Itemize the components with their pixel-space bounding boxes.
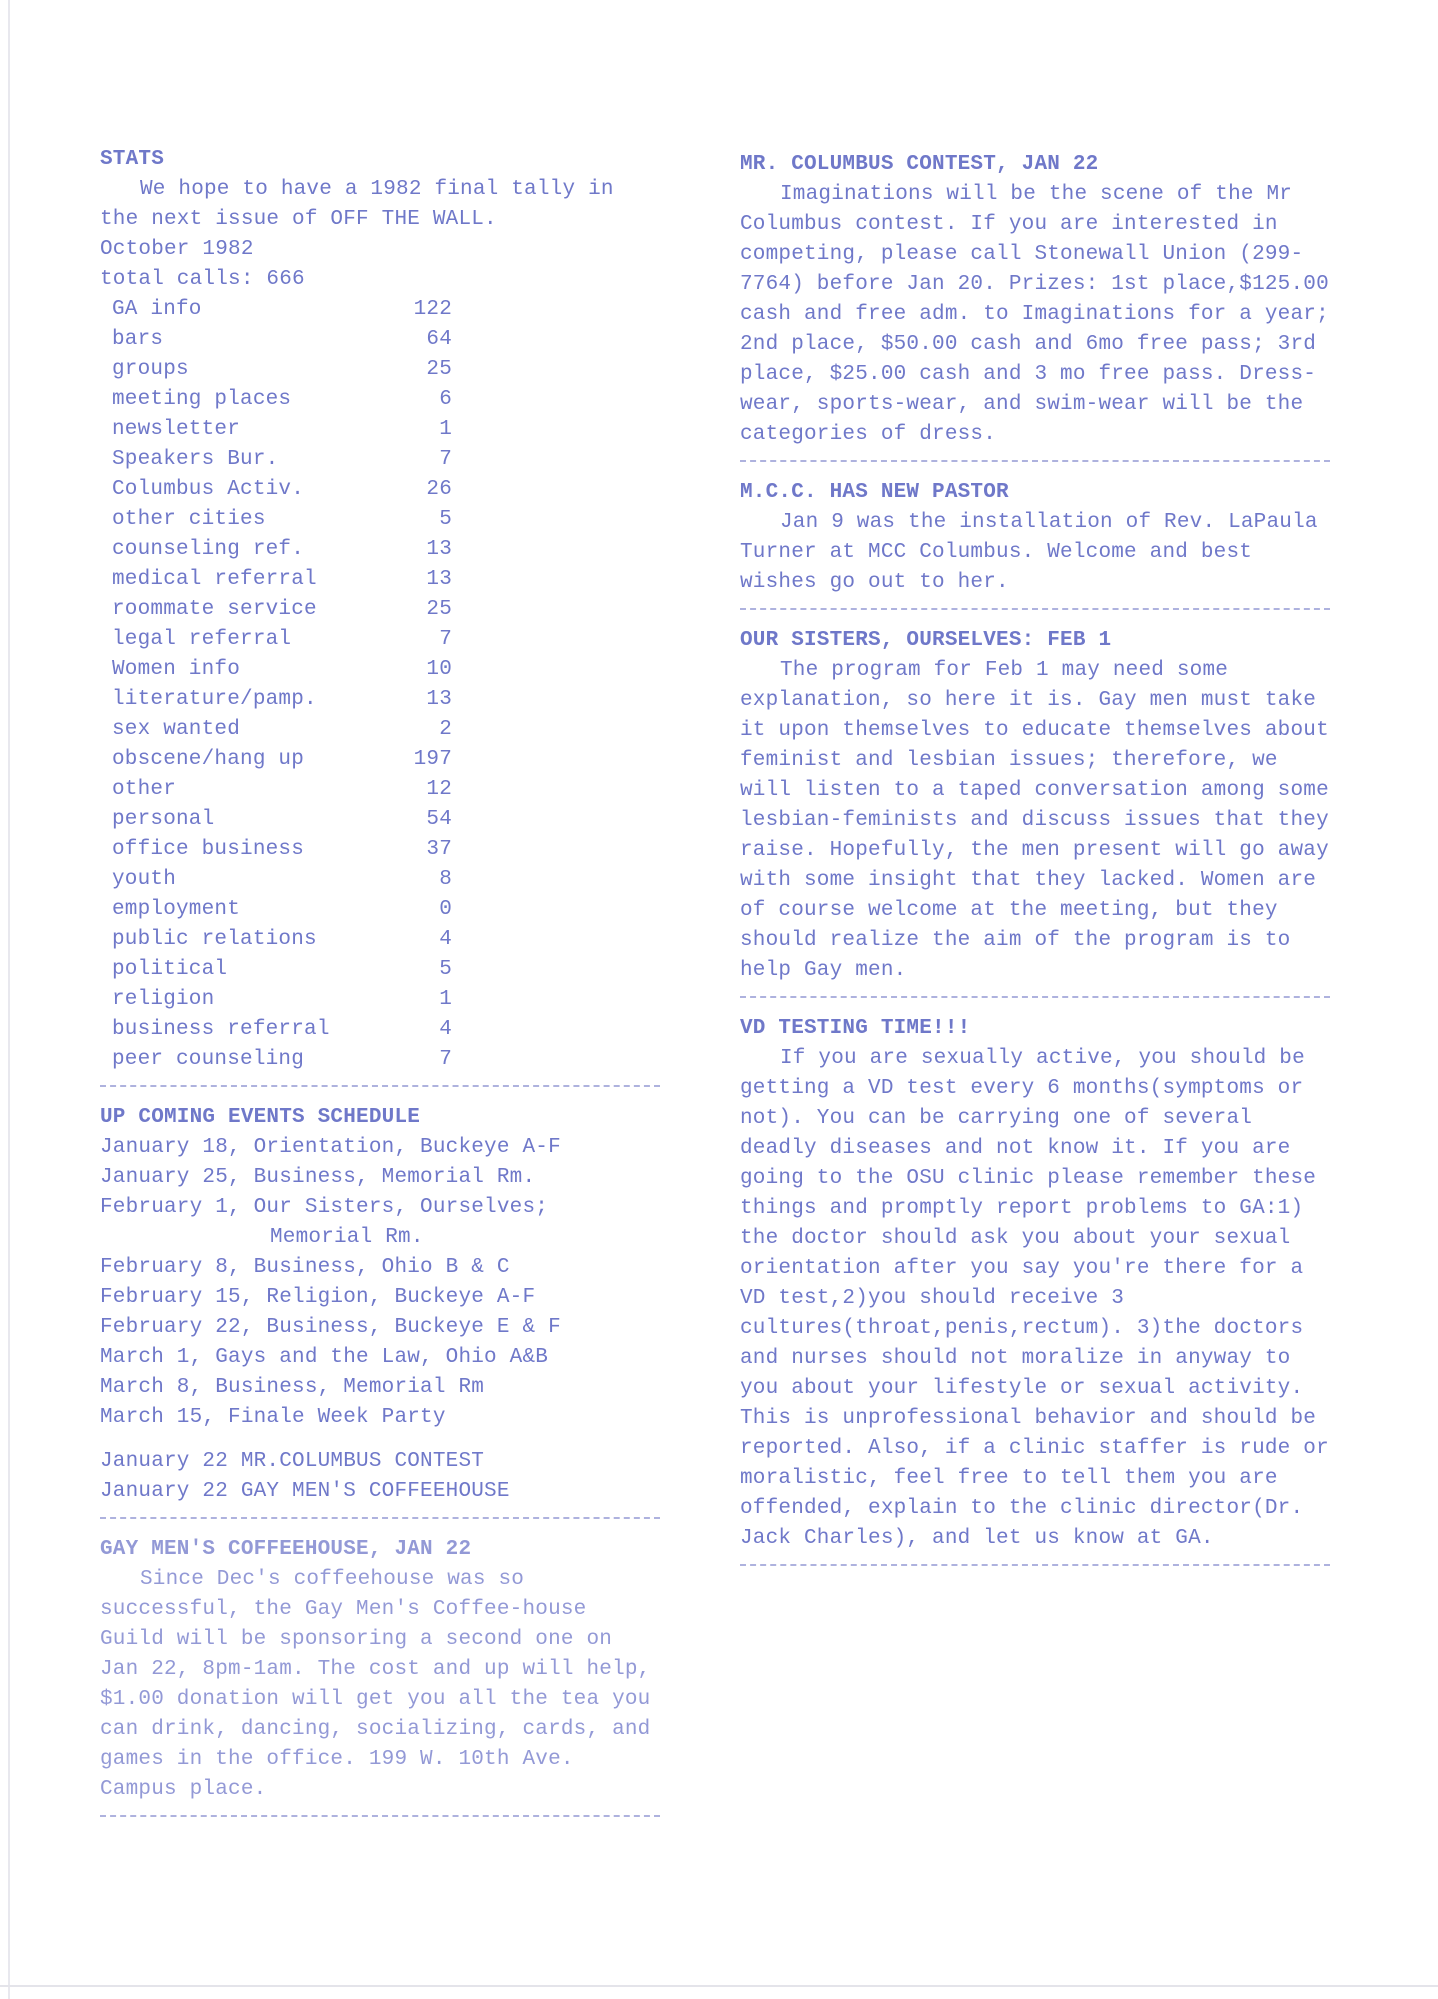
mcc-body: Jan 9 was the installation of Rev. LaPaula Turner at MCC Columbus. Welcome and best wishes go out to her. <box>740 511 1331 594</box>
stat-row <box>112 445 452 475</box>
stat-count: 7 <box>439 628 452 651</box>
stat-count: 197 <box>413 748 452 771</box>
stats-intro: We hope to have a 1982 final tally in the next issue of OFF THE WALL. <box>100 178 627 231</box>
stat-label: groups <box>112 358 189 381</box>
stat-count: 25 <box>426 598 452 621</box>
stat-label: political <box>112 958 228 981</box>
stats-section <box>100 145 660 1075</box>
coffeehouse-section <box>100 1535 664 1805</box>
mcc-section <box>740 478 1330 598</box>
stat-row <box>112 985 452 1015</box>
stat-row <box>112 835 452 865</box>
divider <box>100 1517 660 1519</box>
stat-label: newsletter <box>112 418 241 441</box>
stat-label: meeting places <box>112 388 292 411</box>
stat-row <box>112 715 452 745</box>
stat-label: public relations <box>112 928 317 951</box>
stat-label: business referral <box>112 1018 330 1041</box>
stat-label: other <box>112 778 177 801</box>
stats-total: total calls: 666 <box>100 268 305 291</box>
spacer <box>100 1433 660 1447</box>
stat-label: youth <box>112 868 177 891</box>
stat-label: religion <box>112 988 215 1011</box>
stat-row <box>112 1045 452 1075</box>
stat-row <box>112 475 452 505</box>
stat-count: 26 <box>426 478 452 501</box>
stat-count: 0 <box>439 898 452 921</box>
stat-count: 1 <box>439 988 452 1011</box>
contest-heading: MR. COLUMBUS CONTEST, JAN 22 <box>740 153 1099 176</box>
stat-label: literature/pamp. <box>112 688 317 711</box>
divider <box>740 608 1330 610</box>
scan-edge-bottom <box>0 1985 1438 1987</box>
stat-count: 13 <box>426 568 452 591</box>
schedule-line: January 18, Orientation, Buckeye A-F <box>100 1136 561 1159</box>
stat-count: 5 <box>439 508 452 531</box>
schedule-line: March 15, Finale Week Party <box>100 1406 446 1429</box>
schedule-section <box>100 1103 660 1507</box>
stat-row <box>112 325 452 355</box>
right-column <box>740 150 1342 1582</box>
schedule-line: February 15, Religion, Buckeye A-F <box>100 1286 536 1309</box>
coffeehouse-heading: GAY MEN'S COFFEEHOUSE, JAN 22 <box>100 1538 472 1561</box>
divider <box>740 1564 1330 1566</box>
stat-count: 37 <box>426 838 452 861</box>
stat-row <box>112 625 452 655</box>
stats-period: October 1982 <box>100 238 254 261</box>
stat-count: 7 <box>439 1048 452 1071</box>
sisters-body: The program for Feb 1 may need some explanation, so here it is. Gay men must take it upon themselves to educate themselves about feminist and lesbian issues; therefore, we will listen to a taped conversation among some lesbian-feminists and discuss issues that they raise. Hopefully, the men present will go away with some insight that they lacked. Women are of course welcome at the meeting, but they should realize the aim of the program is to help Gay men. <box>740 659 1342 982</box>
stat-count: 54 <box>426 808 452 831</box>
stat-count: 64 <box>426 328 452 351</box>
stat-label: bars <box>112 328 164 351</box>
divider <box>740 996 1330 998</box>
stat-row <box>112 745 452 775</box>
schedule-line: March 8, Business, Memorial Rm <box>100 1376 485 1399</box>
stat-label: personal <box>112 808 215 831</box>
schedule-line-continuation: Memorial Rm. <box>270 1226 424 1249</box>
contest-section <box>740 150 1342 450</box>
stat-row <box>112 505 452 535</box>
stat-row <box>112 415 452 445</box>
stat-count: 4 <box>439 1018 452 1041</box>
schedule-heading: UP COMING EVENTS SCHEDULE <box>100 1106 421 1129</box>
stat-count: 2 <box>439 718 452 741</box>
stat-label: office business <box>112 838 305 861</box>
stat-count: 5 <box>439 958 452 981</box>
stats-table <box>112 295 660 1075</box>
stat-row <box>112 925 452 955</box>
stat-label: sex wanted <box>112 718 241 741</box>
vd-body: If you are sexually active, you should be getting a VD test every 6 months(symptoms or not). You can be carrying one of several deadly diseases and not know it. If you are going to the OSU clinic please remember these things and promptly report problems to GA:1) the doctor should ask you about your sexual orientation after you say you're there for a VD test,2)you should receive 3 cultures(throat,penis,rectum). 3)the doctors and nurses should not moralize in anyway to you about your lifestyle or sexual activity. This is unprofessional behavior and should be reported. Also, if a clinic staffer is rude or moralistic, feel free to tell them you are offended, explain to the clinic director(Dr. Jack Charles), and let us know at GA. <box>740 1047 1342 1550</box>
schedule-line: February 8, Business, Ohio B & C <box>100 1256 510 1279</box>
mcc-heading: M.C.C. HAS NEW PASTOR <box>740 481 1009 504</box>
stat-count: 12 <box>426 778 452 801</box>
scan-edge-left <box>8 0 10 1999</box>
divider <box>100 1085 660 1087</box>
stat-row <box>112 775 452 805</box>
stat-label: counseling ref. <box>112 538 305 561</box>
stat-row <box>112 385 452 415</box>
stat-label: GA info <box>112 298 202 321</box>
stat-row <box>112 355 452 385</box>
stat-count: 4 <box>439 928 452 951</box>
stat-label: medical referral <box>112 568 317 591</box>
coffeehouse-body: Since Dec's coffeehouse was so successful, the Gay Men's Coffee-house Guild will be sponsoring a second one on Jan 22, 8pm-1am. The cost and up will help, $1.00 donation will get you all the tea you can drink, dancing, socializing, cards, and games in the office. 199 W. 10th Ave. Campus place. <box>100 1568 664 1801</box>
stat-row <box>112 865 452 895</box>
divider <box>740 460 1330 462</box>
sisters-section <box>740 626 1342 986</box>
divider <box>100 1815 660 1817</box>
stat-label: Women info <box>112 658 241 681</box>
stat-row <box>112 655 452 685</box>
stat-row <box>112 805 452 835</box>
stat-label: employment <box>112 898 241 921</box>
stat-label: roommate service <box>112 598 317 621</box>
stat-label: peer counseling <box>112 1048 305 1071</box>
stat-row <box>112 955 452 985</box>
stat-label: legal referral <box>112 628 292 651</box>
sisters-heading: OUR SISTERS, OURSELVES: FEB 1 <box>740 629 1112 652</box>
vd-section <box>740 1014 1342 1554</box>
left-column <box>100 145 664 1833</box>
stat-label: Speakers Bur. <box>112 448 279 471</box>
schedule-line: March 1, Gays and the Law, Ohio A&B <box>100 1346 549 1369</box>
stat-row <box>112 895 452 925</box>
stat-count: 13 <box>426 688 452 711</box>
stat-row <box>112 685 452 715</box>
stat-count: 10 <box>426 658 452 681</box>
stat-count: 6 <box>439 388 452 411</box>
schedule-line: February 22, Business, Buckeye E & F <box>100 1316 561 1339</box>
vd-heading: VD TESTING TIME!!! <box>740 1017 971 1040</box>
schedule-line: January 25, Business, Memorial Rm. <box>100 1166 536 1189</box>
stat-row <box>112 1015 452 1045</box>
stat-count: 13 <box>426 538 452 561</box>
schedule-line: February 1, Our Sisters, Ourselves; <box>100 1196 549 1219</box>
stat-row <box>112 295 452 325</box>
schedule-event: January 22 MR.COLUMBUS CONTEST <box>100 1450 485 1473</box>
stat-label: other cities <box>112 508 266 531</box>
stat-count: 1 <box>439 418 452 441</box>
contest-body: Imaginations will be the scene of the Mr Columbus contest. If you are interested in competing, please call Stonewall Union (299-7764) before Jan 20. Prizes: 1st place,$125.00 cash and free adm. to Imaginations for a year; 2nd place, $50.00 cash and 6mo free pass; 3rd place, $25.00 cash and 3 mo free pass. Dress-wear, sports-wear, and swim-wear will be the categories of dress. <box>740 183 1342 446</box>
stat-row <box>112 595 452 625</box>
stats-heading: STATS <box>100 148 165 171</box>
stat-label: obscene/hang up <box>112 748 305 771</box>
stat-count: 8 <box>439 868 452 891</box>
stat-count: 122 <box>413 298 452 321</box>
stat-label: Columbus Activ. <box>112 478 305 501</box>
stat-row <box>112 535 452 565</box>
stat-count: 25 <box>426 358 452 381</box>
schedule-event: January 22 GAY MEN'S COFFEEHOUSE <box>100 1480 510 1503</box>
stat-row <box>112 565 452 595</box>
stat-count: 7 <box>439 448 452 471</box>
